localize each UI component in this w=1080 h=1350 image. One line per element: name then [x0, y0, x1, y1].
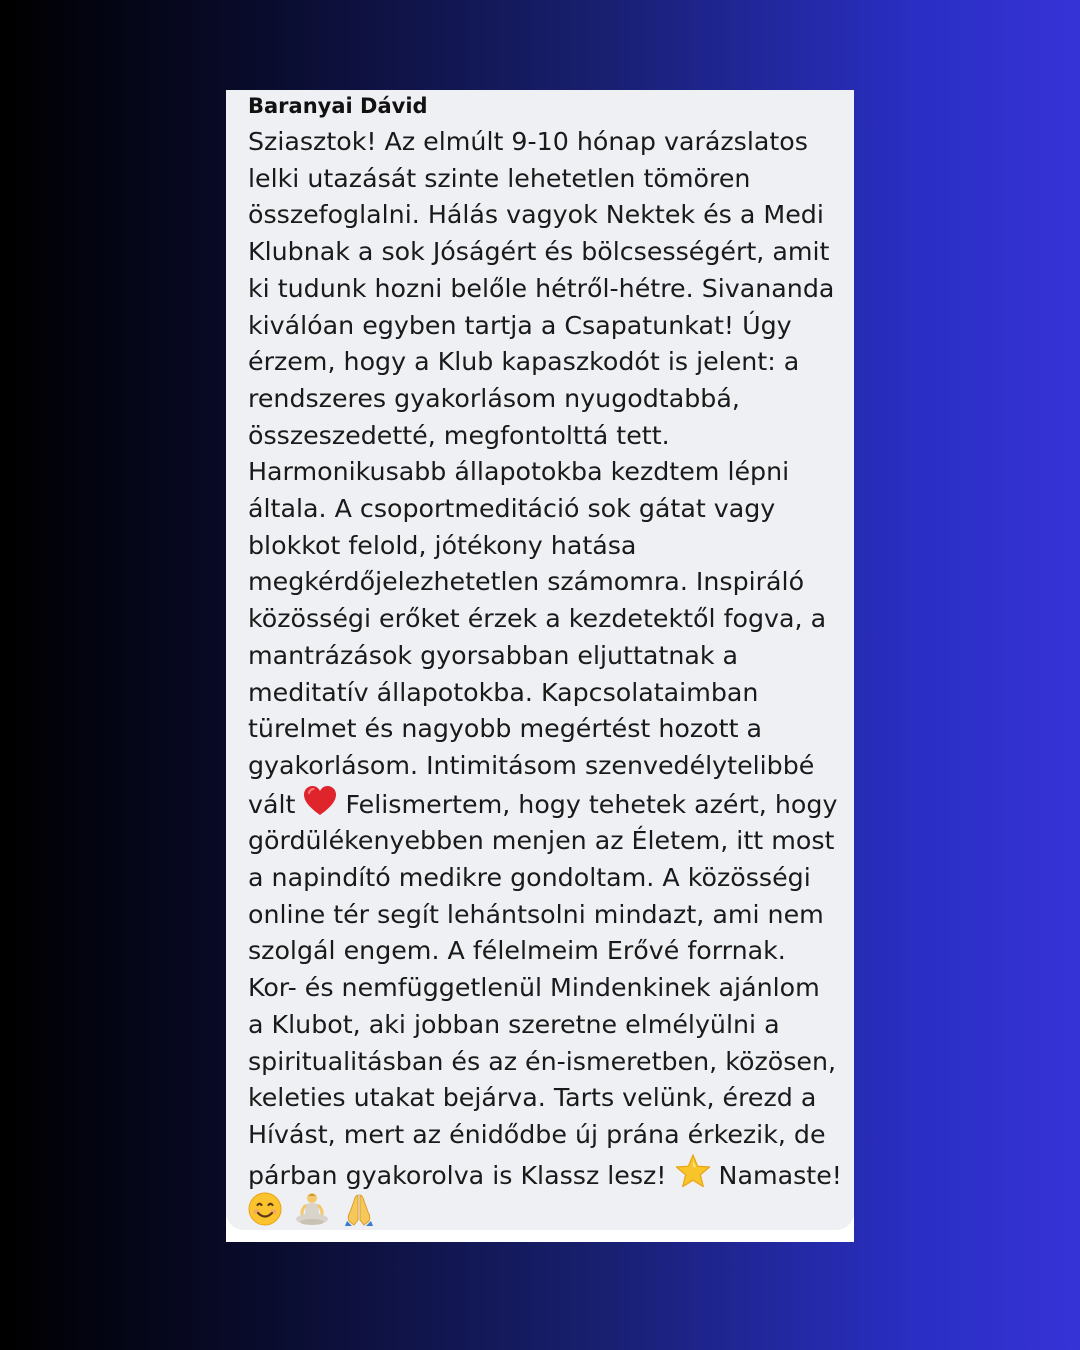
message-line: Harmonikusabb állapotokba kezdtem lépni: [248, 457, 790, 487]
message-line: gördülékenyebben menjen az Életem, itt most: [248, 826, 835, 856]
message-bubble: [226, 90, 854, 1230]
message-line: meditatív állapotokba. Kapcsolataimban: [248, 677, 759, 707]
message-text: [248, 124, 840, 1232]
message-line: gyakorlásom. Intimitásom szenvedélytelibbé: [248, 750, 815, 780]
smiling-face-emoji-icon: [248, 1192, 282, 1226]
message-line: keleties utakat bejárva. Tarts velünk, érezd a: [248, 1083, 817, 1113]
message-line: Hívást, mert az énidődbe új prána érkezik, de: [248, 1119, 826, 1149]
message-line: lelki utazását szinte lehetetlen tömören: [248, 163, 751, 193]
message-line: ki tudunk hozni belőle hétről-hétre. Sivananda: [248, 273, 835, 303]
message-line: kiválóan egyben tartja a Csapatunkat! Úgy: [248, 310, 792, 340]
message-line: online tér segít lehántsolni mindazt, ami nem: [248, 899, 824, 929]
message-line: érzem, hogy a Klub kapaszkodót is jelent: a: [248, 347, 800, 377]
person-in-lotus-position-emoji-icon: [294, 1192, 330, 1226]
message-line: Klubnak a sok Jóságért és bölcsességért, amit: [248, 237, 830, 267]
message-line: rendszeres gyakorlásom nyugodtabbá,: [248, 383, 740, 413]
message-line: összefoglalni. Hálás vagyok Nektek és a Medi: [248, 200, 824, 230]
message-fragment: Namaste!: [718, 1160, 842, 1190]
message-line: a Klubot, aki jobban szeretne elmélyülni a: [248, 1009, 780, 1039]
message-line: szolgál engem. A félelmeim Erővé forrnak.: [248, 936, 786, 966]
message-line: közösségi erőket érzek a kezdetektől fogva, a: [248, 604, 827, 634]
message-line: megkérdőjelezhetetlen számomra. Inspiráló: [248, 567, 805, 597]
message-line: blokkot felold, jótékony hatása: [248, 530, 637, 560]
message-line-with-heart: [248, 785, 840, 824]
message-line: általa. A csoportmeditáció sok gátat vagy: [248, 494, 776, 524]
message-line-with-star: [248, 1154, 840, 1195]
trailing-emoji-row: [248, 1192, 840, 1232]
message-line: a napindító medikre gondoltam. A közösségi: [248, 863, 811, 893]
message-fragment: vált: [248, 789, 296, 819]
message-line: Sziasztok! Az elmúlt 9-10 hónap varázslatos: [248, 127, 808, 156]
message-line: türelmet és nagyobb megértést hozott a: [248, 714, 763, 744]
star-emoji-icon: [675, 1154, 711, 1188]
message-line: összeszedetté, megfontolttá tett.: [248, 420, 670, 450]
message-line: Kor- és nemfüggetlenül Mindenkinek ajánlom: [248, 973, 820, 1003]
folded-hands-emoji-icon: [342, 1192, 376, 1226]
screenshot-card: [226, 90, 854, 1242]
message-line: spiritualitásban és az én-ismeretben, közösen,: [248, 1046, 837, 1076]
message-fragment: Felismertem, hogy tehetek azért, hogy: [345, 789, 838, 819]
message-line: mantrázások gyorsabban eljuttatnak a: [248, 640, 739, 670]
heart-emoji-icon: [303, 785, 337, 817]
message-fragment: párban gyakorolva is Klassz lesz!: [248, 1160, 667, 1190]
sender-name: Baranyai Dávid: [248, 94, 428, 118]
